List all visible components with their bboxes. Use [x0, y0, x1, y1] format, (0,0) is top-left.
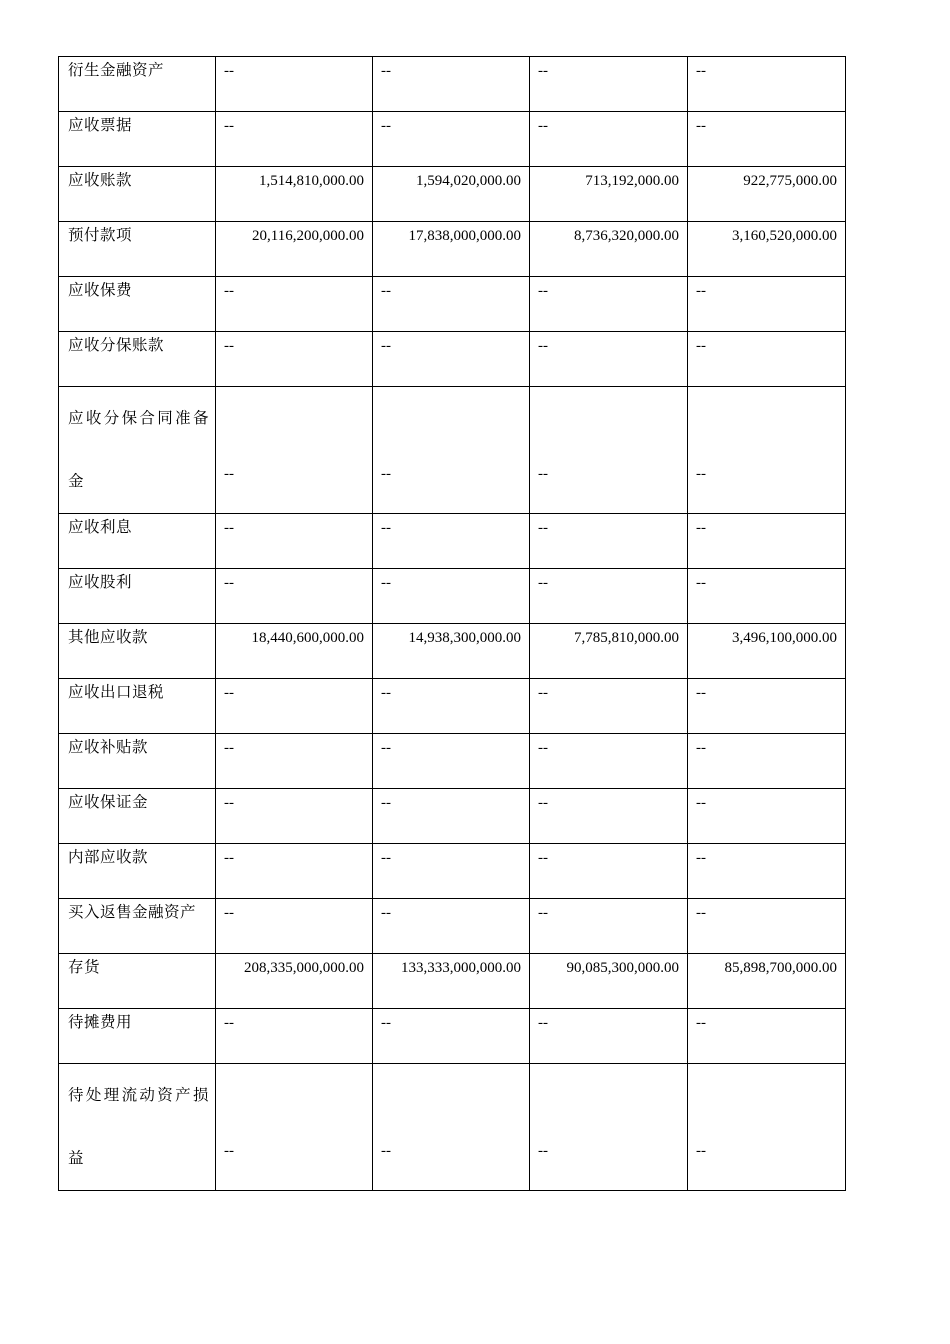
value-cell: 20,116,200,000.00	[216, 222, 373, 277]
table-row	[59, 899, 846, 954]
value-cell: --	[373, 514, 530, 569]
value-cell: --	[530, 112, 688, 167]
financial-table-body	[59, 57, 846, 1191]
value-cell: --	[373, 112, 530, 167]
value-cell: --	[688, 514, 846, 569]
table-row	[59, 734, 846, 789]
value-cell: --	[688, 112, 846, 167]
row-label: 应收利息	[59, 514, 216, 569]
value-cell: --	[216, 789, 373, 844]
table-row	[59, 569, 846, 624]
value-cell: 133,333,000,000.00	[373, 954, 530, 1009]
value-cell: --	[373, 277, 530, 332]
table-row	[59, 1009, 846, 1064]
value-cell: --	[530, 569, 688, 624]
table-row	[59, 954, 846, 1009]
table-row	[59, 167, 846, 222]
value-cell: 17,838,000,000.00	[373, 222, 530, 277]
value-cell: --	[216, 569, 373, 624]
value-cell: --	[216, 899, 373, 954]
row-label: 应收保证金	[59, 789, 216, 844]
value-cell: --	[216, 112, 373, 167]
value-cell: 922,775,000.00	[688, 167, 846, 222]
value-cell: --	[373, 899, 530, 954]
value-cell: --	[216, 277, 373, 332]
value-cell: 90,085,300,000.00	[530, 954, 688, 1009]
value-cell: --	[373, 57, 530, 112]
value-cell: --	[688, 1064, 846, 1191]
value-cell: 8,736,320,000.00	[530, 222, 688, 277]
value-cell: 18,440,600,000.00	[216, 624, 373, 679]
row-label: 应收分保账款	[59, 332, 216, 387]
value-cell: 1,594,020,000.00	[373, 167, 530, 222]
value-cell: --	[688, 387, 846, 514]
table-row	[59, 844, 846, 899]
row-label: 买入返售金融资产	[59, 899, 216, 954]
value-cell: 1,514,810,000.00	[216, 167, 373, 222]
value-cell: --	[688, 844, 846, 899]
table-row	[59, 679, 846, 734]
row-label: 待摊费用	[59, 1009, 216, 1064]
value-cell: --	[373, 569, 530, 624]
value-cell: --	[688, 277, 846, 332]
value-cell: --	[373, 1064, 530, 1191]
value-cell: --	[688, 1009, 846, 1064]
value-cell: --	[530, 1064, 688, 1191]
row-label: 其他应收款	[59, 624, 216, 679]
value-cell: --	[373, 844, 530, 899]
row-label: 应收账款	[59, 167, 216, 222]
table-row	[59, 514, 846, 569]
table-row	[59, 1064, 846, 1191]
value-cell: --	[688, 679, 846, 734]
value-cell: --	[373, 332, 530, 387]
row-label: 应收补贴款	[59, 734, 216, 789]
value-cell: --	[373, 789, 530, 844]
value-cell: --	[688, 899, 846, 954]
value-cell: --	[530, 514, 688, 569]
value-cell: --	[216, 844, 373, 899]
value-cell: --	[530, 57, 688, 112]
table-row	[59, 789, 846, 844]
row-label: 应收分保合同准备金	[59, 387, 216, 514]
value-cell: 208,335,000,000.00	[216, 954, 373, 1009]
value-cell: --	[530, 332, 688, 387]
table-row	[59, 387, 846, 514]
value-cell: --	[216, 734, 373, 789]
row-label: 内部应收款	[59, 844, 216, 899]
table-row	[59, 57, 846, 112]
table-row	[59, 112, 846, 167]
value-cell: --	[216, 57, 373, 112]
value-cell: 14,938,300,000.00	[373, 624, 530, 679]
value-cell: --	[373, 734, 530, 789]
row-label: 应收保费	[59, 277, 216, 332]
value-cell: --	[530, 277, 688, 332]
table-row	[59, 332, 846, 387]
value-cell: --	[688, 57, 846, 112]
value-cell: --	[216, 514, 373, 569]
value-cell: --	[530, 679, 688, 734]
value-cell: --	[373, 1009, 530, 1064]
row-label: 应收股利	[59, 569, 216, 624]
value-cell: 713,192,000.00	[530, 167, 688, 222]
value-cell: 7,785,810,000.00	[530, 624, 688, 679]
table-row	[59, 624, 846, 679]
value-cell: 3,496,100,000.00	[688, 624, 846, 679]
value-cell: --	[216, 1064, 373, 1191]
value-cell: --	[216, 679, 373, 734]
value-cell: --	[216, 332, 373, 387]
value-cell: --	[216, 387, 373, 514]
row-label: 待处理流动资产损益	[59, 1064, 216, 1191]
row-label: 预付款项	[59, 222, 216, 277]
value-cell: --	[530, 844, 688, 899]
value-cell: --	[373, 387, 530, 514]
financial-table	[58, 56, 846, 1191]
value-cell: 85,898,700,000.00	[688, 954, 846, 1009]
value-cell: 3,160,520,000.00	[688, 222, 846, 277]
value-cell: --	[530, 789, 688, 844]
row-label: 衍生金融资产	[59, 57, 216, 112]
value-cell: --	[373, 679, 530, 734]
value-cell: --	[530, 899, 688, 954]
value-cell: --	[530, 1009, 688, 1064]
value-cell: --	[688, 332, 846, 387]
value-cell: --	[688, 569, 846, 624]
value-cell: --	[688, 734, 846, 789]
table-row	[59, 222, 846, 277]
value-cell: --	[530, 734, 688, 789]
value-cell: --	[216, 1009, 373, 1064]
row-label: 应收出口退税	[59, 679, 216, 734]
row-label: 应收票据	[59, 112, 216, 167]
value-cell: --	[530, 387, 688, 514]
table-row	[59, 277, 846, 332]
row-label: 存货	[59, 954, 216, 1009]
value-cell: --	[688, 789, 846, 844]
